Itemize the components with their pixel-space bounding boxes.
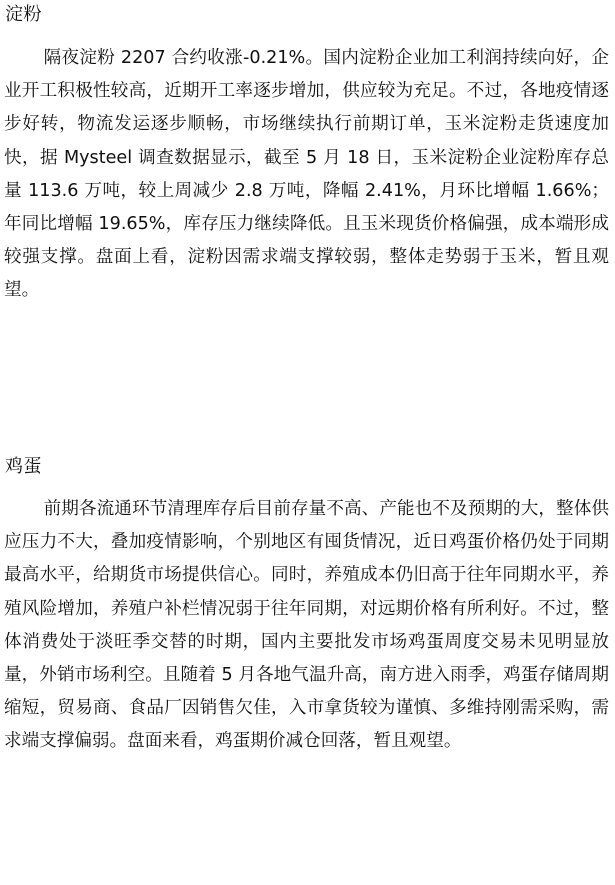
section-body-egg: 前期各流通环节清理库存后目前存量不高、产能也不及预期的大，整体供应压力不大，叠加疫情影响，个别地区有囤货情况，近日鸡蛋价格仍处于同期最高水平，给期货市场提供信心。同时，养殖成本仍旧高于往年同期水平，养殖风险增加，养殖户补栏情况弱于往年同期，对远期价格有所利好。不过，整体消费处于淡旺季交替的时期，国内主要批发市场鸡蛋周度交易未见明显放量，外销市场利空。且随着 5 月各地气温升高，南方进入雨季，鸡蛋存储周期缩短，贸易商、食品厂因销售欠佳，入市拿货较为谨慎、多维持刚需采购，需求端支撑偏弱。盘面来看，鸡蛋期价减仓回落，暂且观望。 <box>4 499 609 752</box>
section-body-starch: 隔夜淀粉 2207 合约收涨-0.21%。国内淀粉企业加工利润持续向好，企业开工积极性较高，近期开工率逐步增加，供应较为充足。不过，各地疫情逐步好转，物流发运逐步顺畅，市场继续执行前期订单，玉米淀粉走货速度加快，据 Mysteel 调查数据显示，截至 5 月 18 日，玉米淀粉企业淀粉库存总量 113.6 万吨，较上周减少 2.8 万吨，降幅 2.41%，月环比增幅 1.66%；年同比增幅 19.65%，库存压力继续降低。且玉米现货价格偏强，成本端形成较强支撑。盘面上看，淀粉因需求端支撑较弱，整体走势弱于玉米，暂且观望。 <box>4 48 609 301</box>
section-title-starch: 淀粉 <box>5 4 42 25</box>
section-title-egg: 鸡蛋 <box>5 456 42 477</box>
